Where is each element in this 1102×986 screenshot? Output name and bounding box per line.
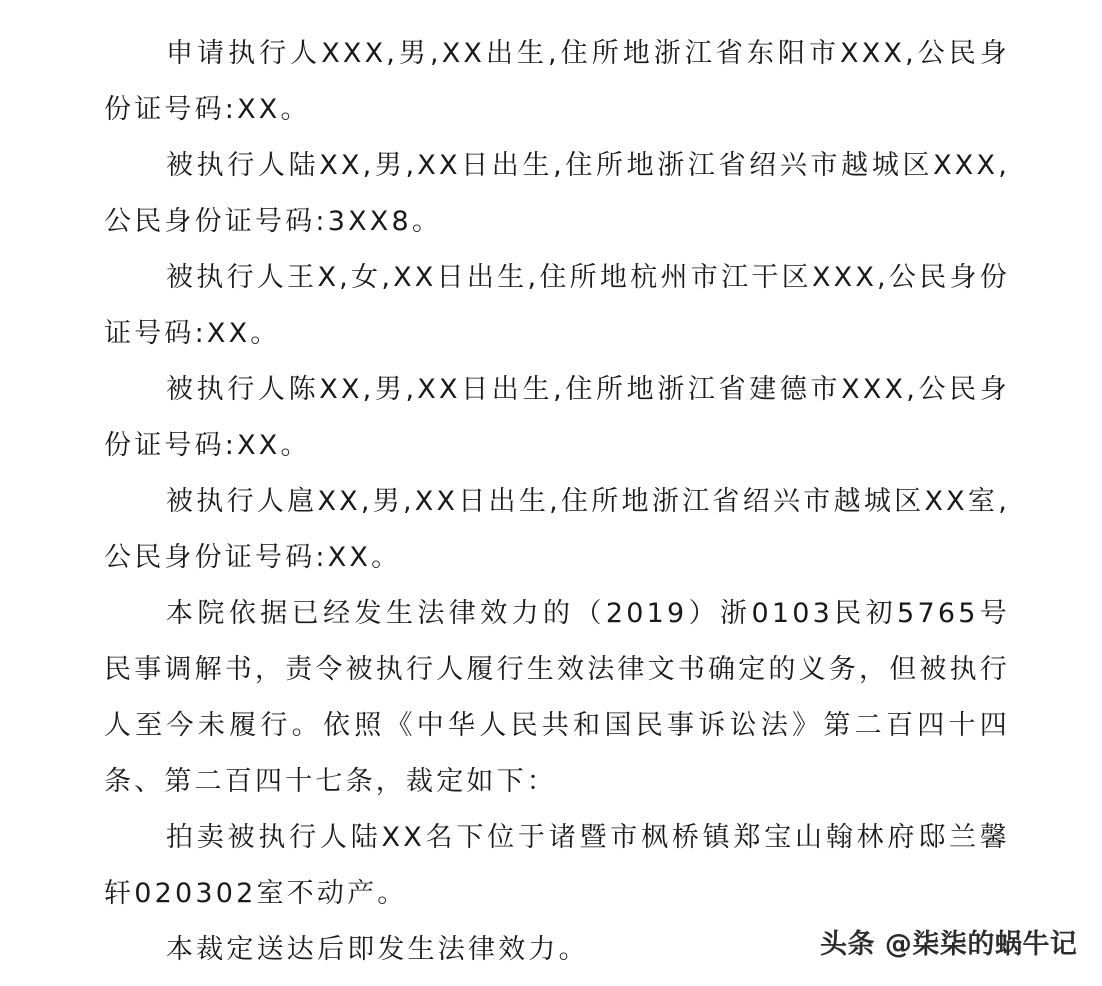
document-body bbox=[104, 26, 1010, 978]
paragraph-basis: 本院依据已经发生法律效力的（2019）浙0103民初5765号民事调解书，责令被执行人履行生效法律文书确定的义务，但被执行人至今未履行。依照《中华人民共和国民事诉讼法》第二百四十四条、第二百四十七条，裁定如下： bbox=[104, 598, 1010, 797]
paragraph-ruling: 拍卖被执行人陆XX名下位于诸暨市枫桥镇郑宝山翰林府邸兰馨轩020302室不动产。 bbox=[104, 822, 1010, 909]
paragraph-respondent-chen: 被执行人陈XX,男,XX日出生,住所地浙江省建德市XXX,公民身份证号码:XX。 bbox=[104, 374, 1010, 461]
watermark-text: 头条 @柒柒的蜗牛记 bbox=[820, 929, 1078, 960]
paragraph-respondent-hu: 被执行人扈XX,男,XX日出生,住所地浙江省绍兴市越城区XX室,公民身份证号码:XX。 bbox=[104, 486, 1010, 573]
paragraph-respondent-lu: 被执行人陆XX,男,XX日出生,住所地浙江省绍兴市越城区XXX,公民身份证号码:3XX8。 bbox=[104, 150, 1010, 237]
paragraph-respondent-wang: 被执行人王X,女,XX日出生,住所地杭州市江干区XXX,公民身份证号码:XX。 bbox=[104, 262, 1010, 349]
paragraph-effect: 本裁定送达后即发生法律效力。 bbox=[166, 934, 589, 965]
paragraph-applicant: 申请执行人XXX,男,XX出生,住所地浙江省东阳市XXX,公民身份证号码:XX。 bbox=[104, 38, 1010, 125]
